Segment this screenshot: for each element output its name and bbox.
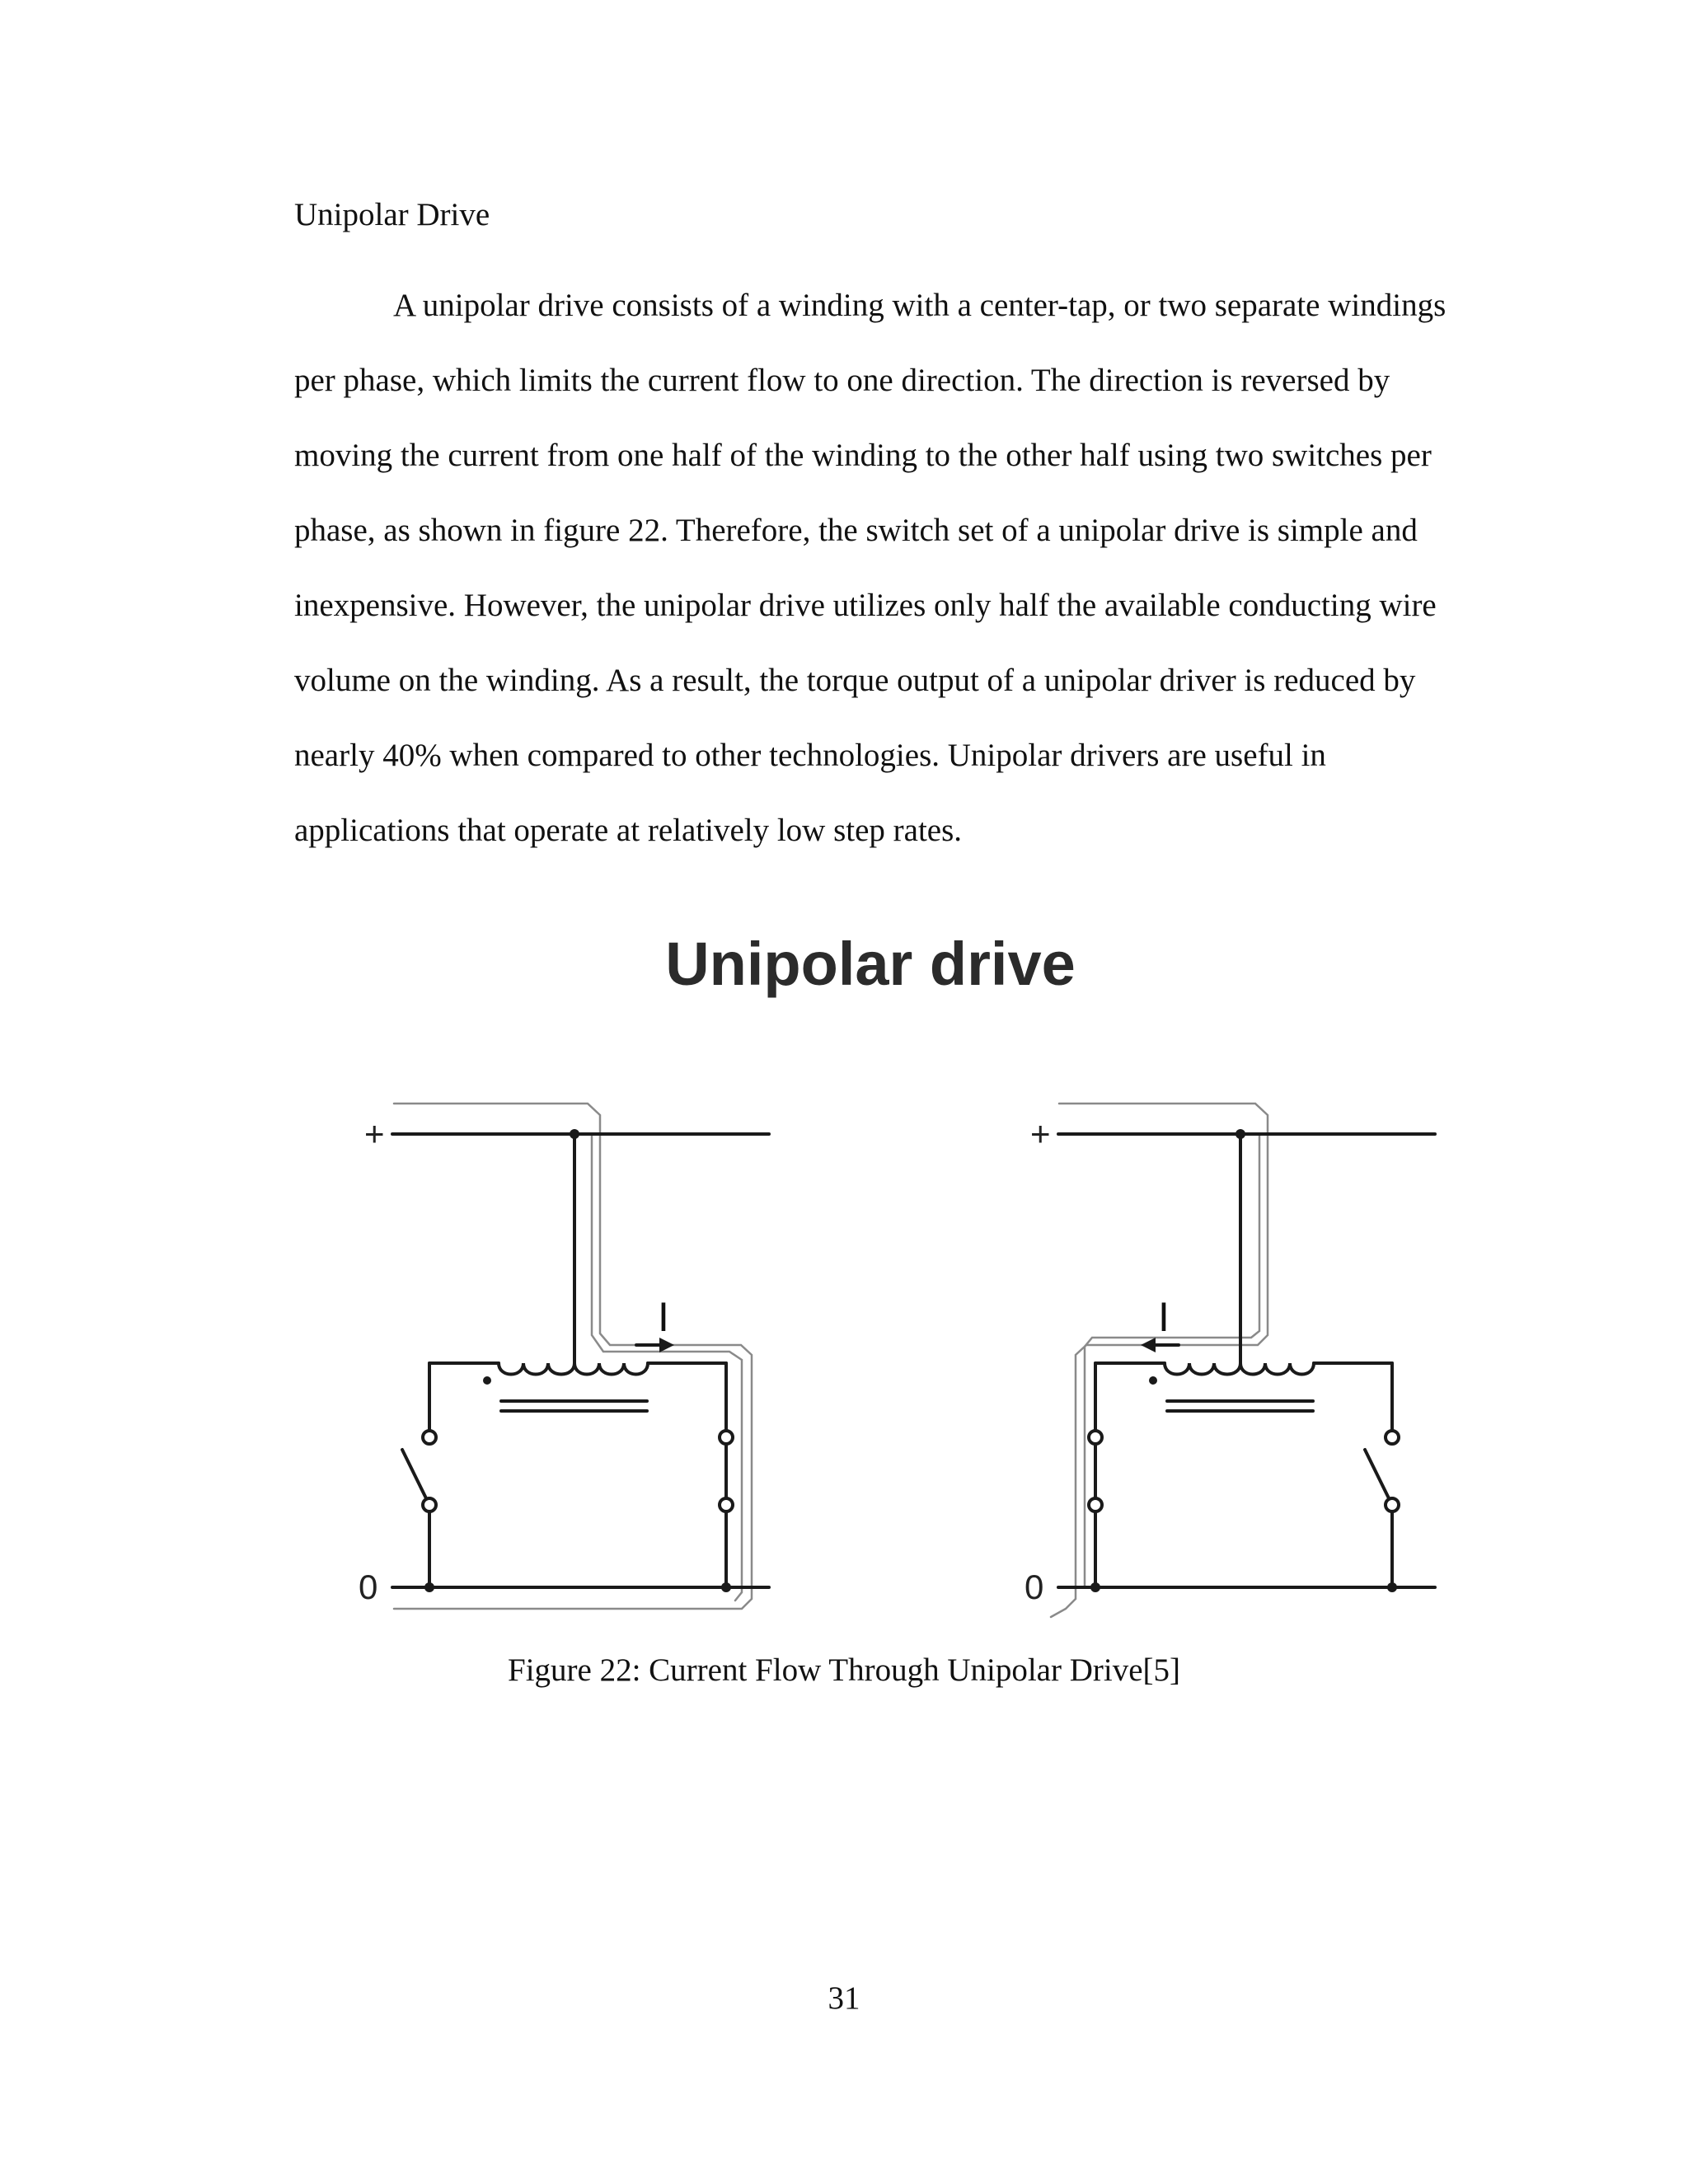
right-current-label: I — [1158, 1294, 1170, 1340]
right-zero-node-a — [1090, 1582, 1100, 1592]
right-current-path — [1051, 1104, 1268, 1617]
right-switch-b-terminal-top — [1386, 1431, 1399, 1444]
right-plus-label: + — [1030, 1114, 1051, 1153]
left-winding — [499, 1363, 648, 1375]
left-switch-a-open-blade — [402, 1450, 426, 1498]
right-current-path-inner — [1085, 1134, 1259, 1587]
left-plus-label: + — [364, 1114, 385, 1153]
page-number: 31 — [828, 1980, 860, 2016]
right-switch-a-terminal-top — [1089, 1431, 1102, 1444]
right-zero-node-b — [1387, 1582, 1397, 1592]
right-polarity-dot — [1149, 1376, 1157, 1385]
right-current-arrow-icon — [1141, 1338, 1156, 1352]
left-zero-node-b — [721, 1582, 731, 1592]
left-switch-a-terminal-top — [423, 1431, 436, 1444]
left-circuit — [392, 1104, 769, 1609]
right-switch-b-open-blade — [1365, 1450, 1389, 1498]
left-switch-a-terminal-bottom — [423, 1498, 436, 1511]
body-paragraph: A unipolar drive consists of a winding with a center-tap, or two separate windings per phase, which limits the current flow to one direction. The direction is reversed by moving the current from one half of the winding to the other half using two switches per phase, as shown in figure 22. Therefore, the switch set of a unipolar drive is simple and inexpensive. However, the unipolar drive utilizes only half the available conducting wire volume on the winding. As a result, the torque output of a unipolar driver is reduced by nearly 40% when compared to other technologies. Unipolar drivers are useful in applications that operate at relatively low step rates. — [294, 288, 1447, 848]
right-circuit — [1051, 1104, 1435, 1617]
left-polarity-dot — [483, 1376, 491, 1385]
left-zero-node-a — [424, 1582, 434, 1592]
left-switch-b-terminal-bottom — [720, 1498, 733, 1511]
left-switch-b-terminal-top — [720, 1431, 733, 1444]
right-switch-a-terminal-bottom — [1089, 1498, 1102, 1511]
right-zero-label: 0 — [1025, 1568, 1044, 1606]
figure-title: Unipolar drive — [665, 930, 1076, 998]
figure-unipolar-drive — [313, 923, 1467, 1632]
left-zero-label: 0 — [359, 1568, 378, 1606]
right-switch-b-terminal-bottom — [1386, 1498, 1399, 1511]
right-winding — [1165, 1363, 1314, 1375]
left-current-path-inner — [592, 1134, 742, 1601]
section-heading: Unipolar Drive — [294, 197, 490, 232]
left-current-label: I — [658, 1294, 669, 1340]
figure-caption: Figure 22: Current Flow Through Unipolar Drive[5] — [508, 1652, 1180, 1688]
unipolar-drive-diagram — [313, 923, 1467, 1632]
